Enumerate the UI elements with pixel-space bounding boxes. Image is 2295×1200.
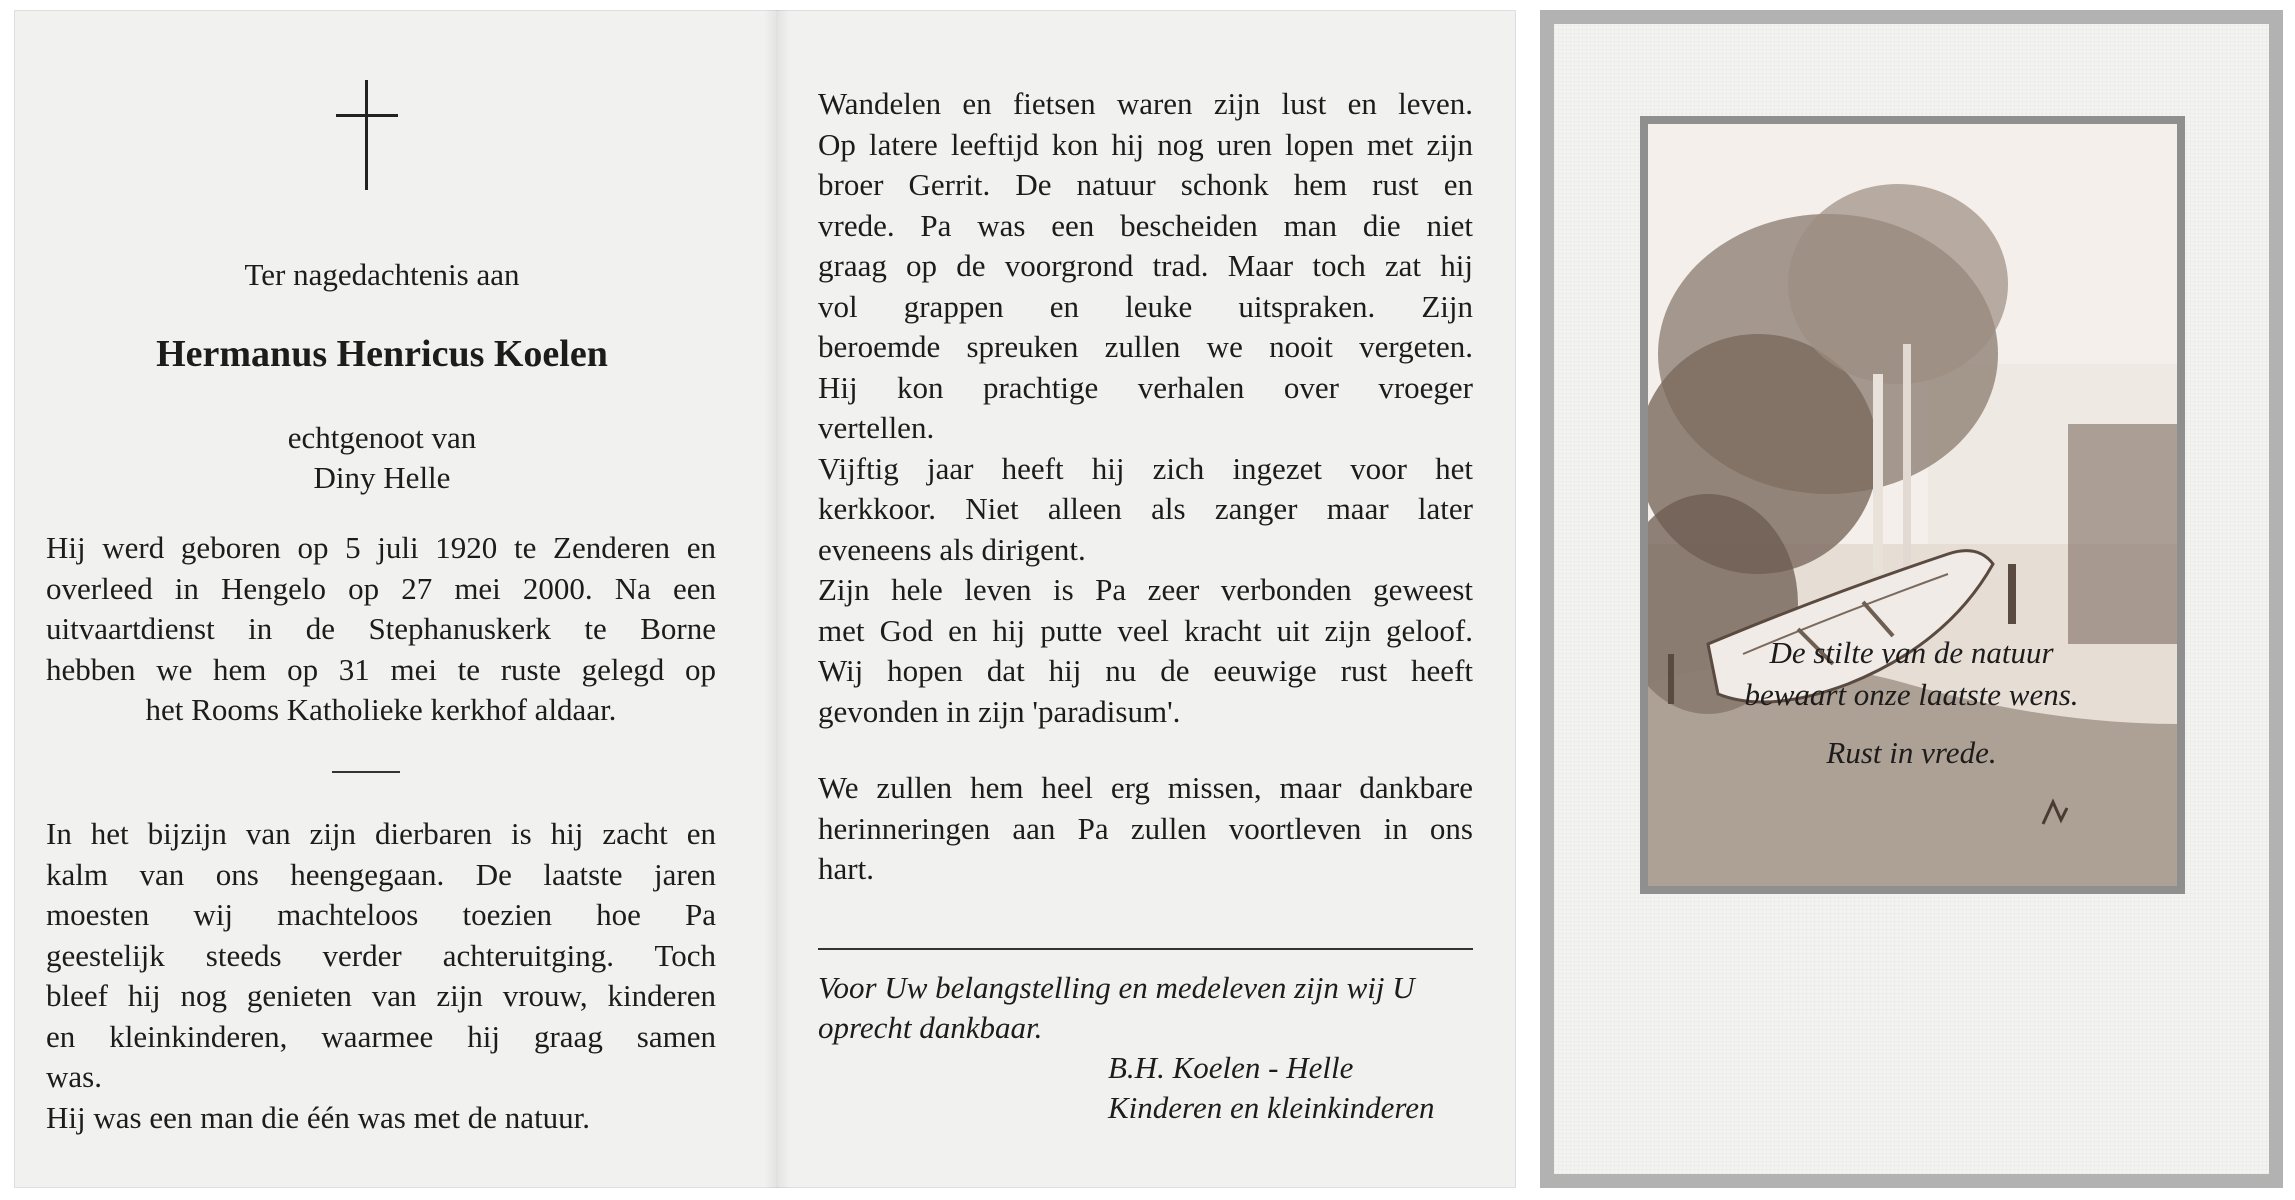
remembrance-paragraph: In het bijzijn van zijn dierbaren is hij zacht en kalm van ons heengegaan. De laatste jaren moesten wij machteloos toezien hoe Pa geestelijk steeds verder achteruitging. Toch bleef hij nog genieten van zijn vrouw, kinderen en kleinkinderen, waarmee hij graag samen was. Hij was een man die één was met de natuur. bbox=[46, 816, 716, 1135]
relation-text: echtgenoot van bbox=[287, 420, 477, 455]
thanks-divider bbox=[818, 948, 1473, 950]
intro-text: Ter nagedachtenis aan bbox=[244, 257, 520, 292]
section-divider bbox=[332, 771, 400, 773]
closing-paragraph: We zullen hem heel erg missen, maar dankbare herinneringen aan Pa zullen voortleven in ons hart. bbox=[818, 770, 1473, 886]
closing-blessing: Rust in vrede. bbox=[1826, 735, 1997, 770]
deceased-name: Hermanus Henricus Koelen bbox=[156, 333, 608, 375]
right-page bbox=[778, 10, 1516, 1188]
life-story-paragraph: Wandelen en fietsen waren zijn lust en leven. Op latere leeftijd kon hij nog uren lopen met zijn broer Gerrit. De natuur schonk hem rust en vrede. Pa was een bescheiden man die niet graag op de voorgrond trad. Maar toch zat hij vol grappen en leuke uitspraken. Zijn beroemde spreuken zullen we nooit vergeten. Hij kon prachtige verhalen over vroeger vertellen. Vijftig jaar heeft hij zich ingezet voor het kerkkoor. Niet alleen als zanger maar later eveneens als dirigent. Zijn hele leven is Pa zeer verbonden geweest met God en hij putte veel kracht uit zijn geloof. Wij hopen dat hij nu de eeuwige rust heeft gevonden in zijn 'paradisum'. bbox=[818, 86, 1473, 729]
birth-death-paragraph: Hij werd geboren op 5 juli 1920 te Zenderen en overleed in Hengelo op 27 mei 2000. Na een uitvaartdienst in de Stephanuskerk te Borne hebben we hem op 31 mei te ruste gelegd op het Rooms Katholieke kerkhof aldaar. bbox=[46, 530, 716, 727]
verse-line-2: bewaart onze laatste wens. bbox=[1744, 677, 2079, 712]
thanks-text: Voor Uw belangstelling en medeleven zijn wij U oprecht dankbaar. bbox=[818, 970, 1415, 1045]
memorial-card-front bbox=[1540, 10, 2283, 1188]
left-page bbox=[14, 10, 778, 1188]
picture-frame bbox=[1640, 116, 2185, 894]
card-front-surface bbox=[1554, 24, 2269, 1174]
cross-icon bbox=[336, 80, 398, 190]
signature: B.H. Koelen - Helle Kinderen en kleinkinderen bbox=[1108, 1050, 1435, 1125]
memorial-card-inside bbox=[14, 10, 1516, 1188]
verse-line-1: De stilte van de natuur bbox=[1769, 635, 2054, 670]
spouse-name: Diny Helle bbox=[313, 460, 451, 495]
